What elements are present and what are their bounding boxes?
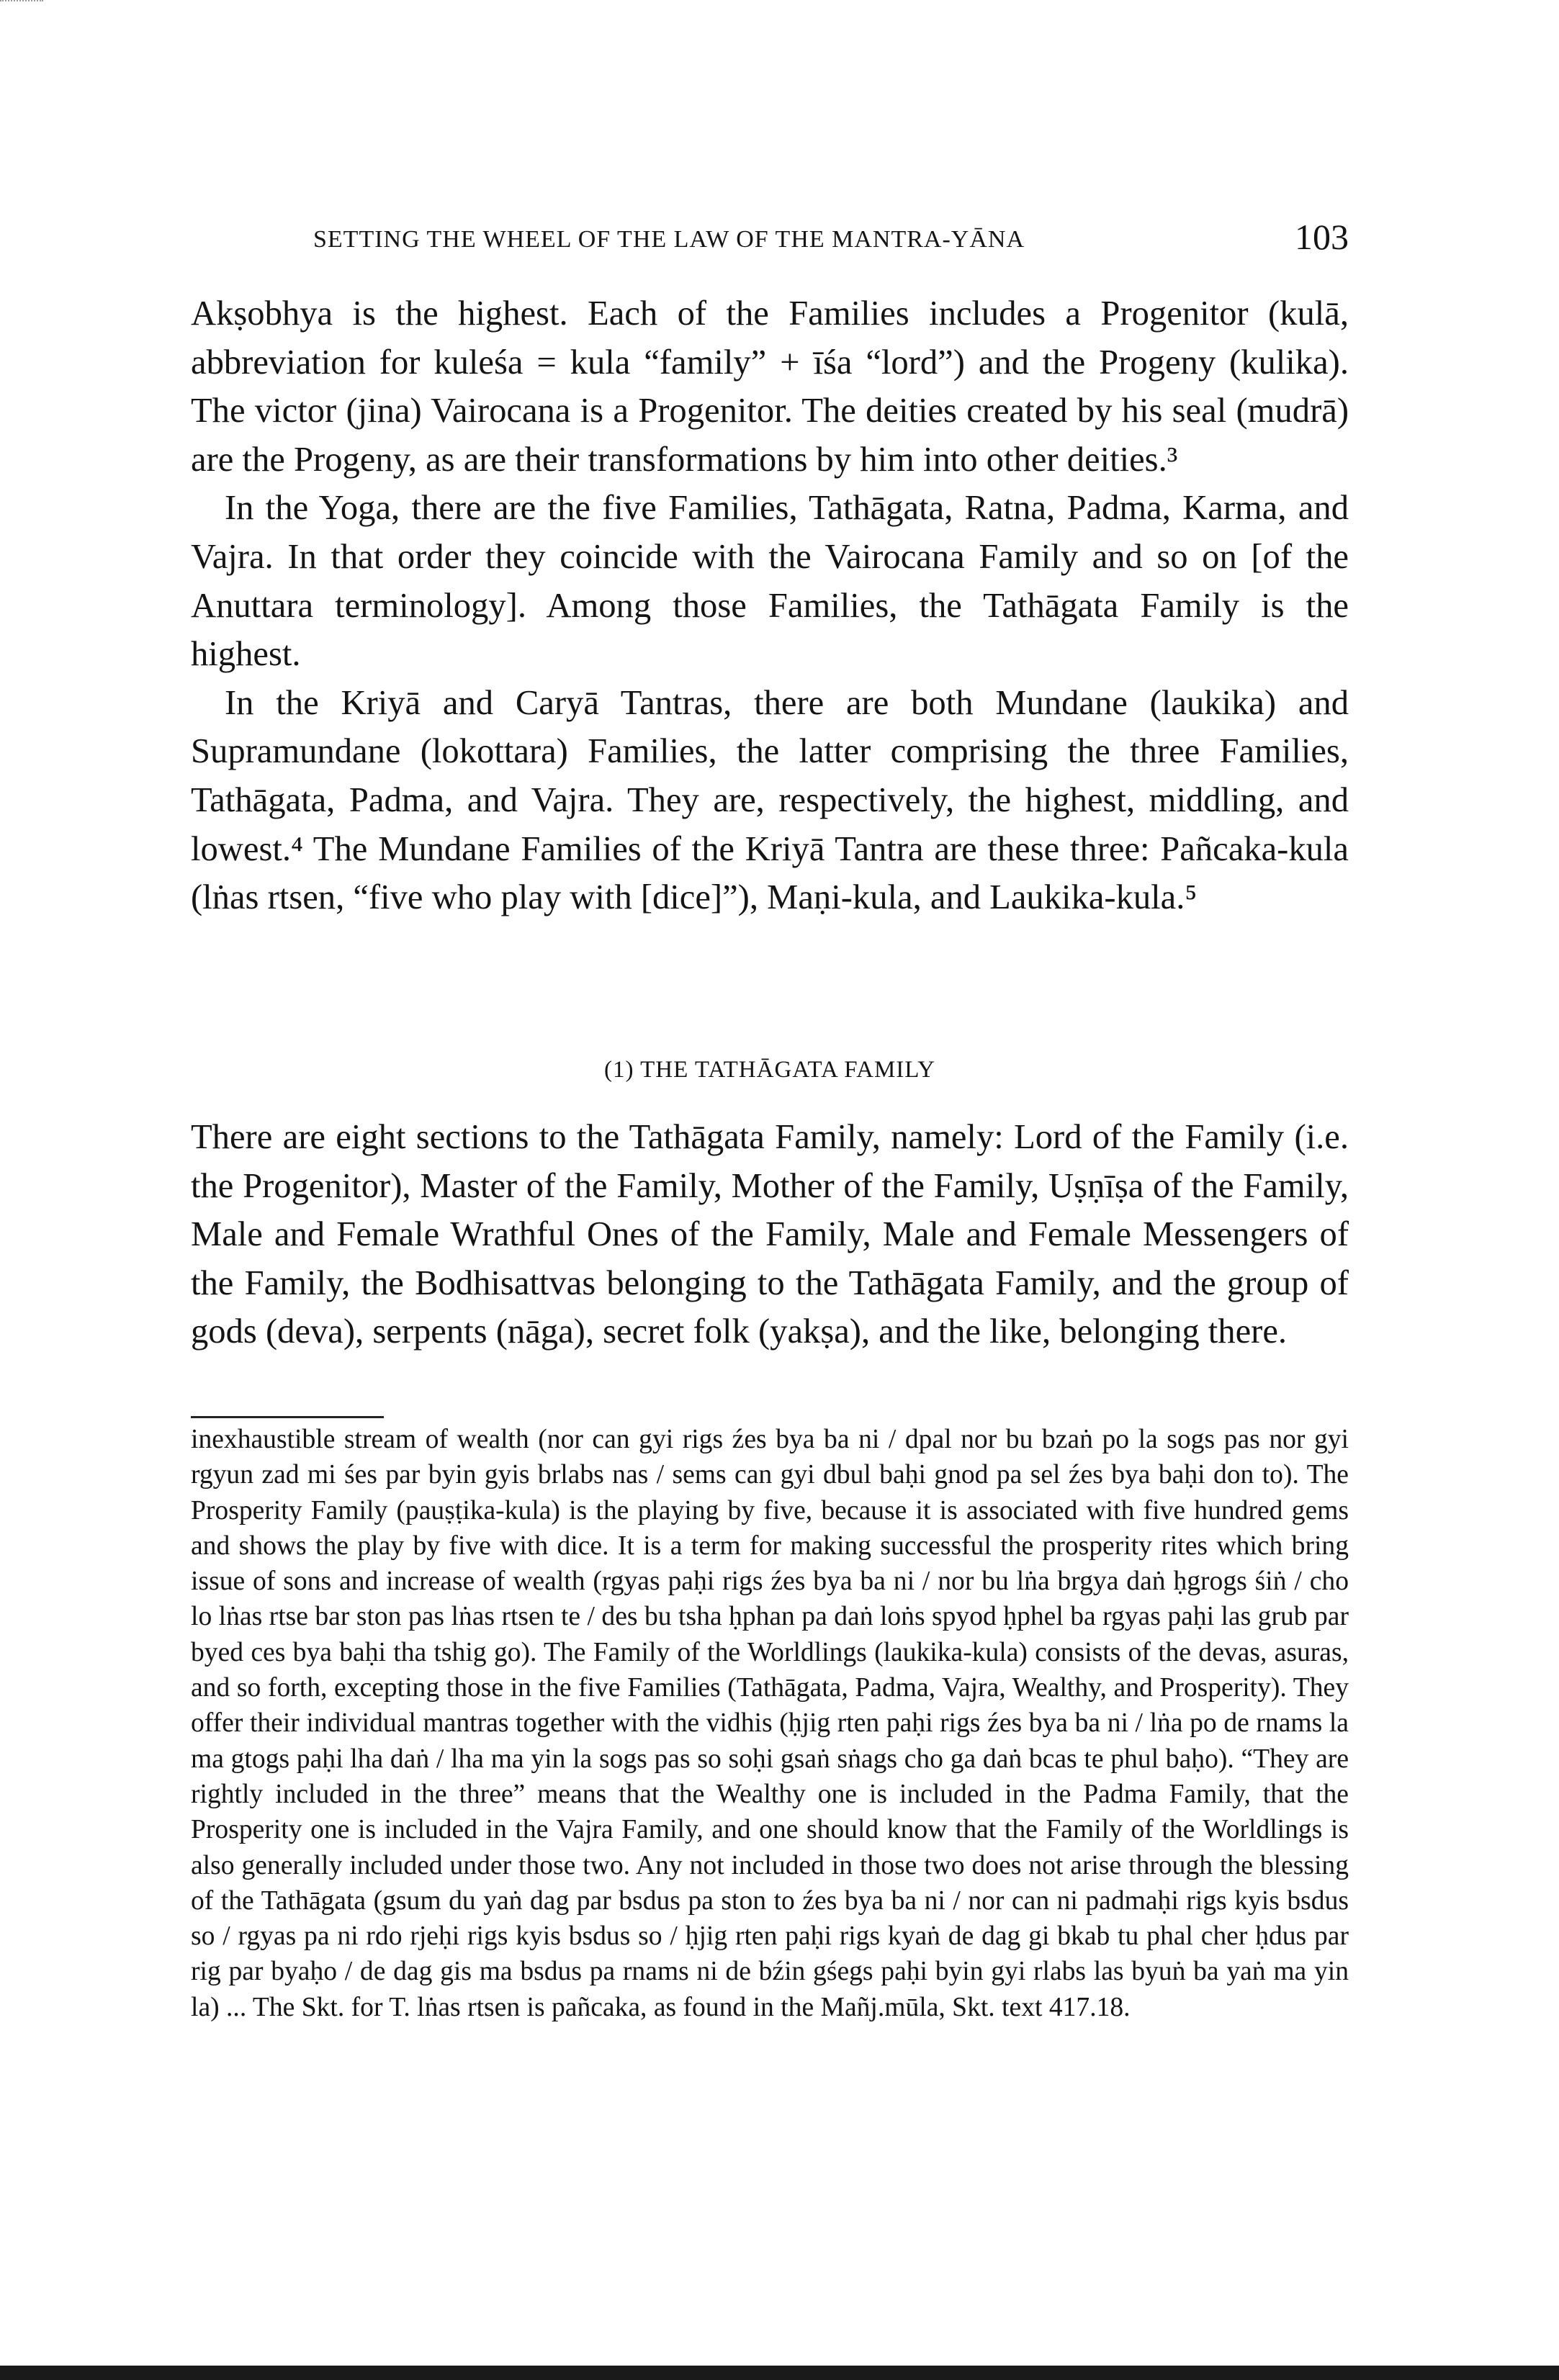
- running-head: [191, 216, 1349, 268]
- section-heading: (1) THE TATHĀGATA FAMILY: [604, 1057, 935, 1083]
- scan-speck: [0, 0, 43, 12]
- section-text: [191, 1113, 1349, 1356]
- paragraph-akshobhya: Akṣobhya is the highest. Each of the Families includes a Progenitor (kulā, abbreviation for kuleśa = kula “family” + īśa “lord”) and the Progeny (kulika). The victor (jina) Vairocana is a Progenitor. The deities created by his seal (mudrā) are the Progeny, as are their transformations by him into other deities.³: [191, 294, 1349, 479]
- footnote-rule: [191, 1416, 384, 1418]
- body-text: [191, 289, 1349, 922]
- paragraph-yoga-families: In the Yoga, there are the five Families, Tathāgata, Ratna, Padma, Karma, and Vajra. In that order they coincide with the Vairocana Family and so on [of the Anuttara terminology]. Among those Families, the Tathāgata Family is the highest.: [191, 488, 1349, 674]
- scan-bottom-edge: [0, 2366, 1559, 2380]
- paragraph-kriya-carya: In the Kriyā and Caryā Tantras, there are both Mundane (laukika) and Supramundane (lokottara) Families, the latter comprising the three Families, Tathāgata, Padma, and Vajra. They are, respectively, the highest, middling, and lowest.⁴ The Mundane Families of the Kriyā Tantra are these three: Pañcaka-kula (lṅas rtsen, “five who play with [dice]”), Maṇi-kula, and Laukika-kula.⁵: [191, 682, 1349, 917]
- paragraph-tathagata-family: There are eight sections to the Tathāgata Family, namely: Lord of the Family (i.e. the Progenitor), Master of the Family, Mother of the Family, Uṣṇīṣa of the Family, Male and Female Wrathful Ones of the Family, Male and Female Messengers of the Family, the Bodhisattvas belonging to the Tathāgata Family, and the group of gods (deva), serpents (nāga), secret folk (yakṣa), and the like, belonging there.: [191, 1117, 1349, 1351]
- page-number: 103: [1295, 217, 1349, 257]
- footnote-text: inexhaustible stream of wealth (nor can gyi rigs źes bya ba ni / dpal nor bu bzaṅ po la sogs pas nor gyi rgyun zad mi śes par byin gyis brlabs nas / sems can gyi dbul baḥi gnod pa sel źes bya baḥi don to). The Prosperity Family (pauṣṭika-kula) is the playing by five, because it is associated with five hundred gems and shows the play by five with dice. It is a term for making successful the prosperity rites which bring issue of sons and increase of wealth (rgyas paḥi rigs źes bya ba ni / nor bu lṅa brgya daṅ ḥgrogs śiṅ / cho lo lṅas rtse bar ston pas lṅas rtsen te / des bu tsha ḥphan pa daṅ loṅs spyod ḥphel ba rgyas paḥi las grub par byed ces bya baḥi tha tshig go). The Family of the Worldlings (laukika-kula) consists of the devas, asuras, and so forth, excepting those in the five Families (Tathāgata, Padma, Vajra, Wealthy, and Prosperity). They offer their individual mantras together with the vidhis (ḥjig rten paḥi rigs źes bya ba ni / lṅa po de rnams la ma gtogs paḥi lha daṅ / lha ma yin la sogs pas so soḥi gsaṅ sṅags cho ga daṅ bcas te phul baḥo). “They are rightly included in the three” means that the Wealthy one is included in the Padma Family, that the Prosperity one is included in the Vajra Family, and one should know that the Family of the Worldlings is also generally included under those two. Any not included in those two does not arise through the blessing of the Tathāgata (gsum du yaṅ dag par bsdus pa ston to źes bya ba ni / nor can ni padmaḥi rigs kyis bsdus so / rgyas pa ni rdo rjeḥi rigs kyis bsdus so / ḥjig rten paḥi rigs kyaṅ de dag gi bkab tu phal cher ḥdus par rig par byaḥo / de dag gis ma bsdus pa rnams ni de bźin gśegs paḥi byin gyi rlabs las byuṅ ba yaṅ ma yin la) ... The Skt. for T. lṅas rtsen is pañcaka, as found in the Mañj.mūla, Skt. text 417.18.: [191, 1425, 1349, 2022]
- running-title: SETTING THE WHEEL OF THE LAW OF THE MANTRA-YĀNA: [313, 226, 1025, 253]
- footnote: [191, 1422, 1349, 2025]
